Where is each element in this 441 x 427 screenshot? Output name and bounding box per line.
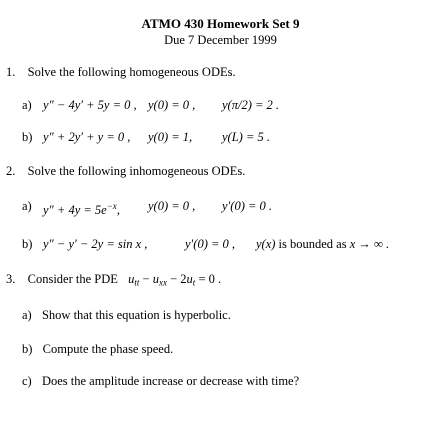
- part-label: c): [22, 374, 32, 388]
- problem-2b-equation: y″ − y′ − 2y = sin x ,: [43, 237, 148, 251]
- bounded-function: y(x): [256, 237, 276, 251]
- problem-number: 3.: [6, 272, 16, 286]
- problem-2a-cond1: y(0) = 0 ,: [148, 199, 196, 213]
- part-label: b): [22, 237, 33, 251]
- problem-2b-cond2: [256, 236, 389, 252]
- problem-1: [6, 64, 236, 80]
- problem-1a-cond2: y(π/2) = 2 .: [222, 98, 280, 112]
- part-text: Compute the phase speed.: [42, 342, 174, 356]
- pde-subscript: t: [192, 277, 196, 288]
- problem-1b-cond1: y(0) = 1,: [148, 130, 193, 144]
- problem-2a-equation: [43, 198, 120, 218]
- part-label: a): [22, 199, 32, 213]
- problem-1b-equation: y″ + 2y′ + y = 0 ,: [43, 130, 131, 144]
- problem-3: [6, 271, 221, 290]
- bounded-text: is bounded as: [278, 237, 347, 251]
- limit-expression: x → ∞ .: [349, 237, 390, 251]
- pde-term: u: [186, 272, 193, 286]
- part-text: Does the amplitude increase or decrease with time?: [41, 374, 300, 388]
- problem-number: 2.: [6, 164, 16, 178]
- problem-1a-cond1: y(0) = 0 ,: [148, 98, 196, 112]
- problem-2b: [22, 236, 32, 252]
- pde-term: u: [152, 272, 159, 286]
- equation-tail: ,: [116, 202, 120, 217]
- problem-2b-cond1: y′(0) = 0 ,: [185, 237, 236, 251]
- pde-equation: [128, 272, 221, 286]
- problem-2a: [22, 198, 32, 214]
- problem-2: [6, 163, 245, 179]
- part-label: b): [22, 342, 33, 356]
- problem-text: Consider the PDE: [27, 272, 118, 286]
- problem-3c: [22, 373, 299, 389]
- problem-number: 1.: [6, 65, 16, 79]
- due-date: Due 7 December 1999: [164, 33, 277, 47]
- equation-body: y″ + 4y = 5e: [43, 202, 107, 217]
- pde-subscript: xx: [158, 277, 167, 288]
- problem-3b: [22, 341, 173, 357]
- pde-subscript: tt: [134, 277, 140, 288]
- problem-text: Solve the following inhomogeneous ODEs.: [27, 164, 246, 178]
- page-title: ATMO 430 Homework Set 9: [141, 16, 300, 31]
- pde-term: u: [128, 272, 135, 286]
- problem-1b: [22, 129, 32, 145]
- part-label: a): [22, 308, 32, 322]
- pde-operator: − 2: [170, 272, 187, 286]
- pde-operator: −: [142, 272, 150, 286]
- problem-1a: [22, 97, 32, 113]
- problem-1a-equation: y″ − 4y′ + 5y = 0 ,: [43, 98, 137, 112]
- problem-2a-cond2: y′(0) = 0 .: [222, 199, 273, 213]
- part-text: Show that this equation is hyperbolic.: [41, 308, 231, 322]
- part-label: b): [22, 130, 33, 144]
- exponent: −x: [106, 201, 117, 211]
- problem-text: Solve the following homogeneous ODEs.: [27, 65, 236, 79]
- part-label: a): [22, 98, 32, 112]
- problem-3a: [22, 307, 231, 323]
- problem-1b-cond2: y(L) = 5 .: [222, 130, 271, 144]
- pde-tail: = 0 .: [198, 272, 222, 286]
